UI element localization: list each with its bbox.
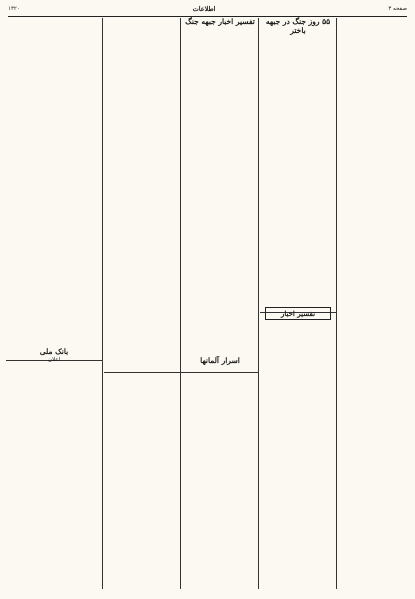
column-middle-left <box>104 18 180 593</box>
article-body <box>262 35 334 305</box>
bank-subhead: اعلان <box>47 356 61 363</box>
masthead-title: اطلاعات <box>192 5 216 13</box>
column-rule <box>180 18 181 589</box>
article-body <box>8 18 100 348</box>
masthead <box>8 4 407 17</box>
article-body <box>262 322 334 562</box>
bank-headline: بانک ملی <box>39 347 69 356</box>
article-body <box>340 18 408 593</box>
column-rule <box>102 18 103 589</box>
masthead-year: ۱۳۲۰ <box>8 6 20 12</box>
main-headline: ۵۵ روز جنگ در جبهه باختر <box>265 17 331 35</box>
column-middle <box>182 18 258 593</box>
article-body <box>184 27 256 357</box>
column-main-story <box>260 18 336 593</box>
column-left <box>6 18 102 593</box>
column-rule <box>336 18 337 589</box>
page-number: صفحه ۳ <box>388 6 407 12</box>
article-body <box>106 18 178 593</box>
middle-headline: تفسیر اخبار جبهه جنگ <box>185 17 255 26</box>
lower-headline: اسرار آلمانها <box>200 355 240 365</box>
article-body <box>8 363 100 563</box>
column-right <box>338 18 410 593</box>
column-rule <box>258 18 259 589</box>
article-body <box>184 365 256 545</box>
box-heading: تفسیر اخبار <box>265 307 331 320</box>
